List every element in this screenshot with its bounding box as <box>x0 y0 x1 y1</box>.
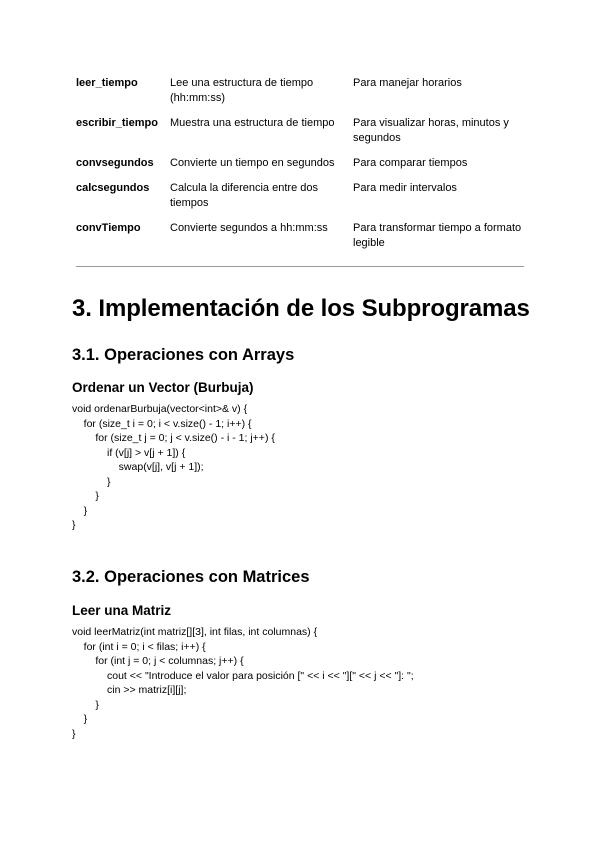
section-heading: 3. Implementación de los Subprogramas <box>72 295 530 322</box>
code-line: } <box>72 713 88 725</box>
function-name: leer_tiempo <box>76 77 138 89</box>
function-name: convsegundos <box>76 157 154 169</box>
function-description: Convierte segundos a hh:mm:ss <box>170 222 328 234</box>
code-line: } <box>72 727 76 740</box>
code-title-bubble-sort: Ordenar un Vector (Burbuja) <box>72 380 254 395</box>
function-purpose: Para comparar tiempos <box>353 157 468 169</box>
subsection-heading-matrices: 3.2. Operaciones con Matrices <box>72 568 310 586</box>
code-line: } <box>72 519 76 531</box>
subsection-heading-arrays: 3.1. Operaciones con Arrays <box>72 346 295 364</box>
function-purpose: Para transformar tiempo a formato legible <box>353 222 522 249</box>
table-row <box>76 116 524 156</box>
function-name: calcsegundos <box>76 182 150 194</box>
function-purpose: Para visualizar horas, minutos y segundos <box>353 117 509 144</box>
function-description: Calcula la diferencia entre dos tiempos <box>170 182 318 209</box>
function-purpose: Para manejar horarios <box>353 77 462 89</box>
code-line: for (size_t i = 0; i < v.size() - 1; i++) { <box>72 417 252 430</box>
code-line: } <box>72 475 111 488</box>
code-line: void leerMatriz(int matriz[][3], int filas, int columnas) { <box>72 626 318 638</box>
code-line: } <box>72 698 99 711</box>
code-block-bubble-sort <box>72 402 275 533</box>
code-line: cout << "Introduce el valor para posición [" << i << "][" << j << "]: "; <box>72 669 414 682</box>
code-block-read-matrix <box>72 625 414 741</box>
code-title-read-matrix: Leer una Matriz <box>72 603 172 618</box>
function-description: Lee una estructura de tiempo (hh:mm:ss) <box>170 77 314 104</box>
code-line: swap(v[j], v[j + 1]); <box>72 461 204 473</box>
code-line: for (int i = 0; i < filas; i++) { <box>72 640 206 653</box>
function-purpose: Para medir intervalos <box>353 182 457 194</box>
table-row <box>76 221 524 261</box>
code-line: for (int j = 0; j < columnas; j++) { <box>72 655 244 667</box>
horizontal-divider <box>76 266 524 267</box>
code-line: cin >> matriz[i][j]; <box>72 684 187 696</box>
table-row <box>76 156 524 181</box>
code-line: if (v[j] > v[j + 1]) { <box>72 446 186 459</box>
function-name: convTiempo <box>76 222 141 234</box>
code-line: void ordenarBurbuja(vector<int>& v) { <box>72 403 248 415</box>
code-line: } <box>72 504 88 517</box>
function-description: Muestra una estructura de tiempo <box>170 117 335 129</box>
function-name: escribir_tiempo <box>76 117 158 129</box>
table-row <box>76 76 524 116</box>
function-description: Convierte un tiempo en segundos <box>170 157 335 169</box>
table-row <box>76 181 524 221</box>
subprograms-table <box>76 76 524 261</box>
code-line: } <box>72 490 99 502</box>
code-line: for (size_t j = 0; j < v.size() - i - 1; j++) { <box>72 432 275 444</box>
